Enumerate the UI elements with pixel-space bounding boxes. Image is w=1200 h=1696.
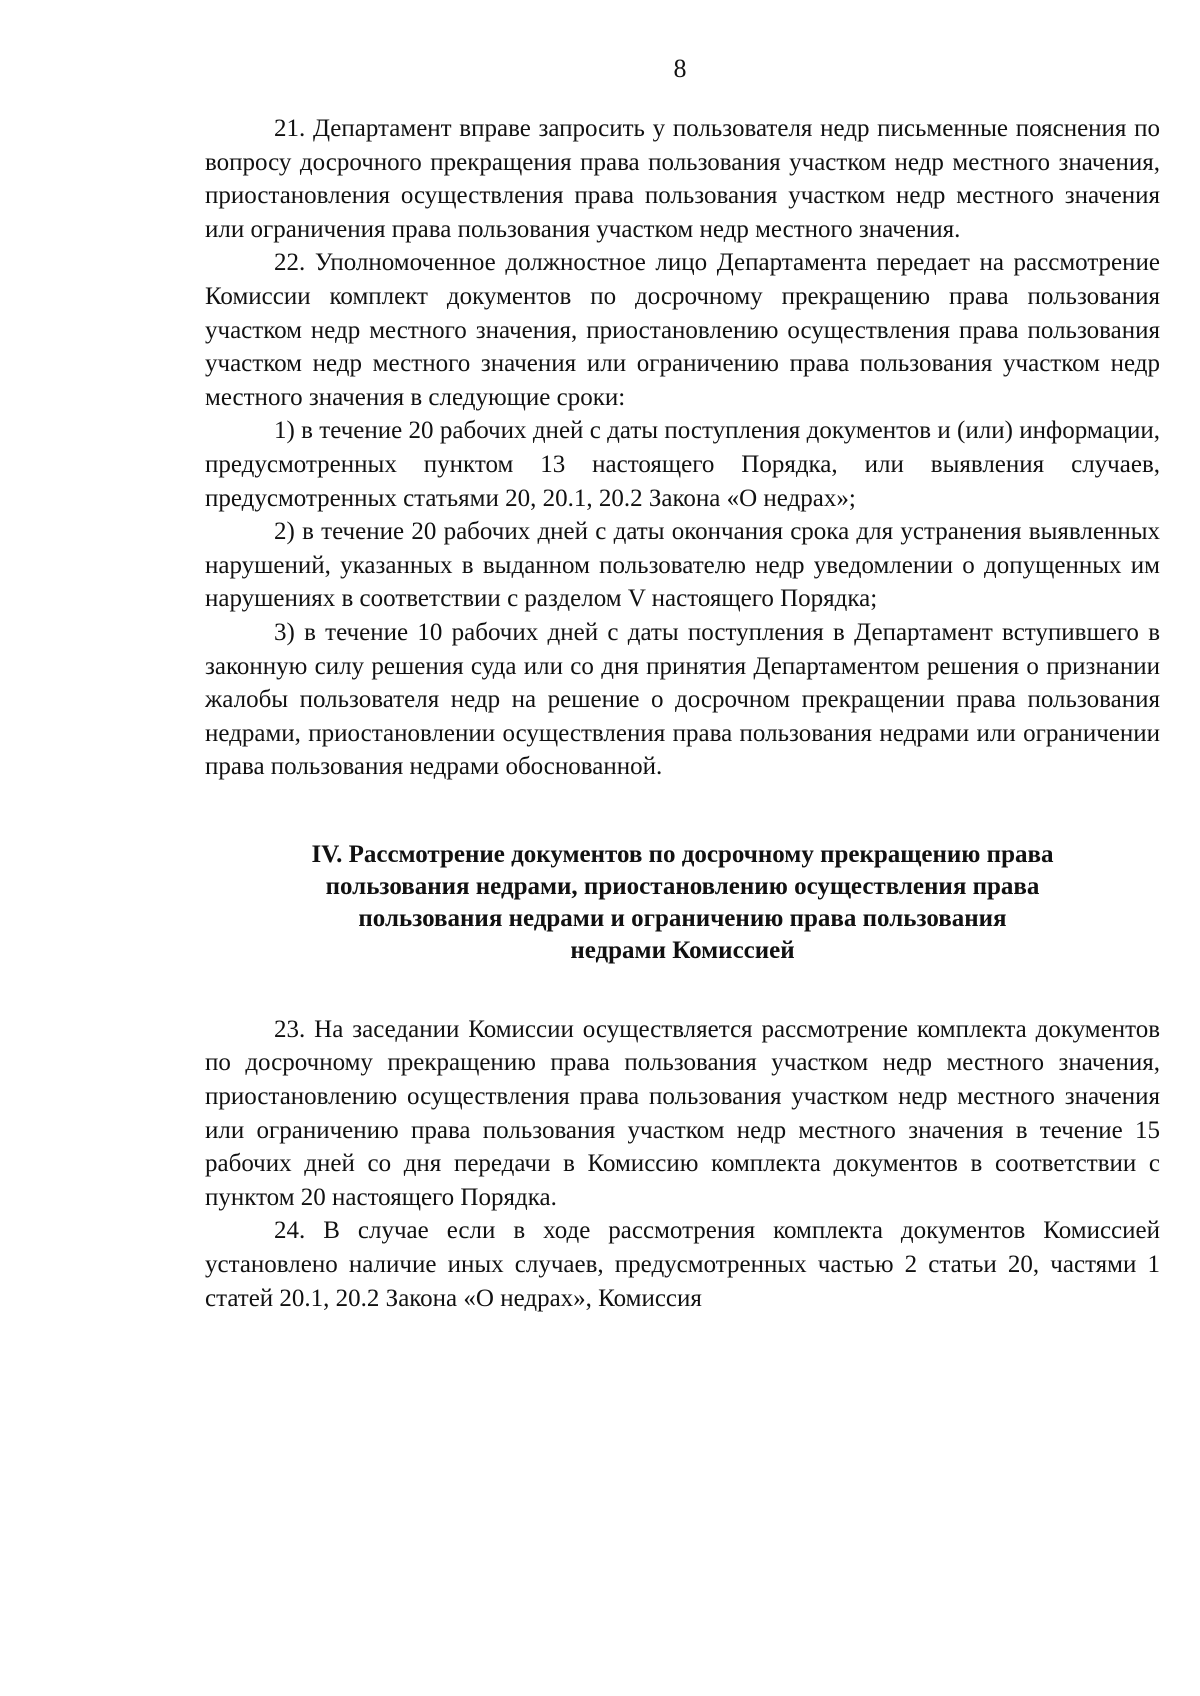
section-heading-line: недрами Комиссией [570,936,795,964]
section-heading-line: пользования недрами и ограничению права пользования [358,904,1007,932]
paragraph-21: 21. Департамент вправе запросить у пользователя недр письменные пояснения по вопросу досрочного прекращения права пользования участком недр местного значения, приостановления осуществления права пользования участком недр местного значения или ограничения права пользования участком недр местного значения. [205,115,1160,243]
paragraph-24: 24. В случае если в ходе рассмотрения комплекта документов Комиссией установлено наличие иных случаев, предусмотренных частью 2 статьи 20, частями 1 статей 20.1, 20.2 Закона «О недрах», Комиссия [205,1217,1160,1312]
document-body [205,112,1160,1315]
paragraph-22-item-2: 2) в течение 20 рабочих дней с даты окончания срока для устранения выявленных нарушений, указанных в выданном пользователю недр уведомлении о допущенных им нарушениях в соответствии с разделом V настоящего Порядка; [205,518,1160,613]
section-heading [205,839,1160,967]
paragraph-23: 23. На заседании Комиссии осуществляется рассмотрение комплекта документов по досрочному прекращению права пользования участком недр местного значения, приостановлению осуществления права пользования участком недр местного значения или ограничению права пользования участком недр местного значения в течение 15 рабочих дней со дня передачи в Комиссию комплекта документов в соответствии с пунктом 20 настоящего Порядка. [205,1015,1160,1211]
section-heading-line: пользования недрами, приостановлению осуществления права [325,872,1040,900]
paragraph-22: 22. Уполномоченное должностное лицо Департамента передает на рассмотрение Комиссии комплект документов по досрочному прекращению права пользования участком недр местного значения, приостановлению осуществления права пользования участком недр местного значения или ограничению права пользования участком недр местного значения в следующие сроки: [205,249,1160,411]
page-number: 8 [673,54,687,83]
paragraph-22-item-1: 1) в течение 20 рабочих дней с даты поступления документов и (или) информации, предусмотренных пунктом 13 настоящего Порядка, или выявления случаев, предусмотренных статьями 20, 20.1, 20.2 Закона «О недрах»; [205,417,1160,512]
paragraph-22-item-3: 3) в течение 10 рабочих дней с даты поступления в Департамент вступившего в законную силу решения суда или со дня принятия Департаментом решения о признании жалобы пользователя недр на решение о досрочном прекращении права пользования недрами, приостановлении осуществления права пользования недрами или ограничении права пользования недрами обоснованной. [205,618,1160,781]
section-heading-line: IV. Рассмотрение документов по досрочному прекращению права [311,840,1054,868]
